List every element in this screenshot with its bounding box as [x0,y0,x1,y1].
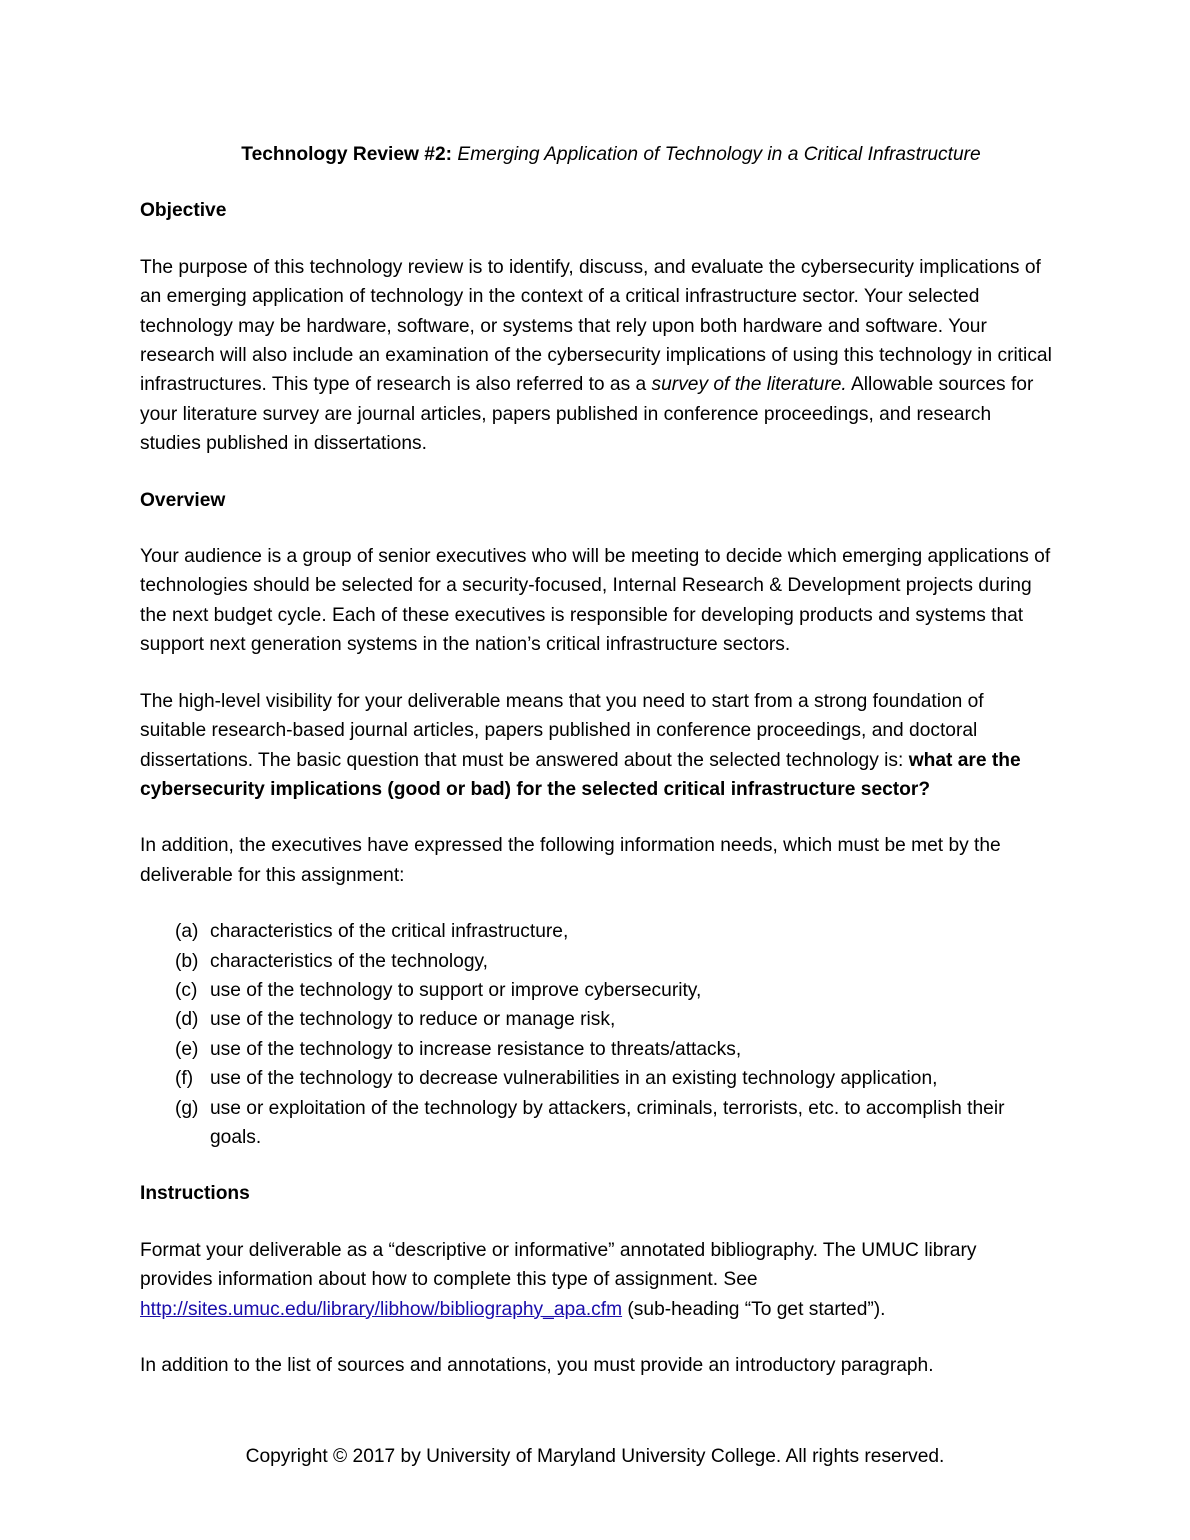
list-item [140,947,1052,976]
list-marker: (e) [175,1038,199,1060]
list-marker: (d) [175,1009,199,1031]
objective-text-2: Allowable sources for your literature survey are journal articles, papers published in conference proceedings, and research studies published in dissertations. [140,374,1034,455]
instructions-paragraph-2: In addition to the list of sources and annotations, you must provide an introductory paragraph. [140,1355,934,1376]
objective-paragraph [140,253,1052,459]
objective-heading: Objective [140,200,227,222]
instructions-paragraph-1 [140,1236,1052,1324]
list-item [140,1035,1052,1064]
list-marker: (f) [175,1068,194,1090]
document-page [140,140,1052,1407]
list-item-text: use of the technology to decrease vulnerabilities in an existing technology application, [210,1068,938,1090]
list-item-text: use or exploitation of the technology by attackers, criminals, terrorists, etc. to accomplish their goals. [210,1097,1005,1148]
title-italic: Emerging Application of Technology in a Critical Infrastructure [457,144,981,165]
list-item-text: use of the technology to support or improve cybersecurity, [210,979,702,1001]
overview-key-question: what are the cybersecurity implications (good or bad) for the selected critical infrastructure sector? [140,749,1021,800]
document-title [140,140,1052,169]
information-needs-list [140,917,1052,1152]
instructions-text: Format your deliverable as a “descriptive or informative” annotated bibliography. The UMUC library provides information about how to complete this type of assignment. See [140,1239,977,1291]
overview-heading: Overview [140,489,226,511]
list-item [140,1005,1052,1034]
list-marker: (g) [175,1097,199,1119]
title-bold: Technology Review #2: [241,144,453,165]
instructions-heading: Instructions [140,1183,250,1205]
list-item-text: use of the technology to increase resistance to threats/attacks, [210,1038,742,1060]
list-item-text: use of the technology to reduce or manage risk, [210,1009,616,1031]
list-item [140,1064,1052,1093]
overview-paragraph-1: Your audience is a group of senior executives who will be meeting to decide which emerging applications of technologies should be selected for a security-focused, Internal Research & Development projects during the next budget cycle. Each of these executives is responsible for developing products and systems that support next generation systems in the nation’s critical infrastructure sectors. [140,546,1051,656]
objective-text-1: The purpose of this technology review is to identify, discuss, and evaluate the cybersecurity implications of an emerging application of technology in the context of a critical infrastructure sector. Your selected technology may be hardware, software, or systems that rely upon both hardware and software. Your research will also include an examination of the cybersecurity implications of using this technology in critical infrastructures. This type of research is also referred to as a [140,256,1052,396]
overview-paragraph-3: In addition, the executives have expressed the following information needs, which must be met by the deliverable for this assignment: [140,835,1001,886]
overview-paragraph-2 [140,687,1052,805]
list-item-text: characteristics of the critical infrastructure, [210,921,569,943]
objective-italic: survey of the literature. [651,374,847,396]
list-item [140,976,1052,1005]
instructions-after-link: (sub-heading “To get started”). [627,1298,886,1320]
list-item [140,917,1052,946]
list-item-text: characteristics of the technology, [210,950,489,972]
copyright-footer: Copyright © 2017 by University of Maryland University College. All rights reserved. [245,1446,945,1467]
list-item [140,1094,1052,1153]
list-marker: (a) [175,921,199,943]
library-bibliography-link[interactable]: http://sites.umuc.edu/library/libhow/bibliography_apa.cfm [140,1298,623,1320]
overview-paragraph-2-text: The high-level visibility for your deliverable means that you need to start from a strong foundation of suitable research-based journal articles, papers published in conference proceedings, and doctoral dissertations. The basic question that must be answered about the selected technology is: [140,690,984,771]
list-marker: (b) [175,950,199,972]
list-marker: (c) [175,979,198,1001]
